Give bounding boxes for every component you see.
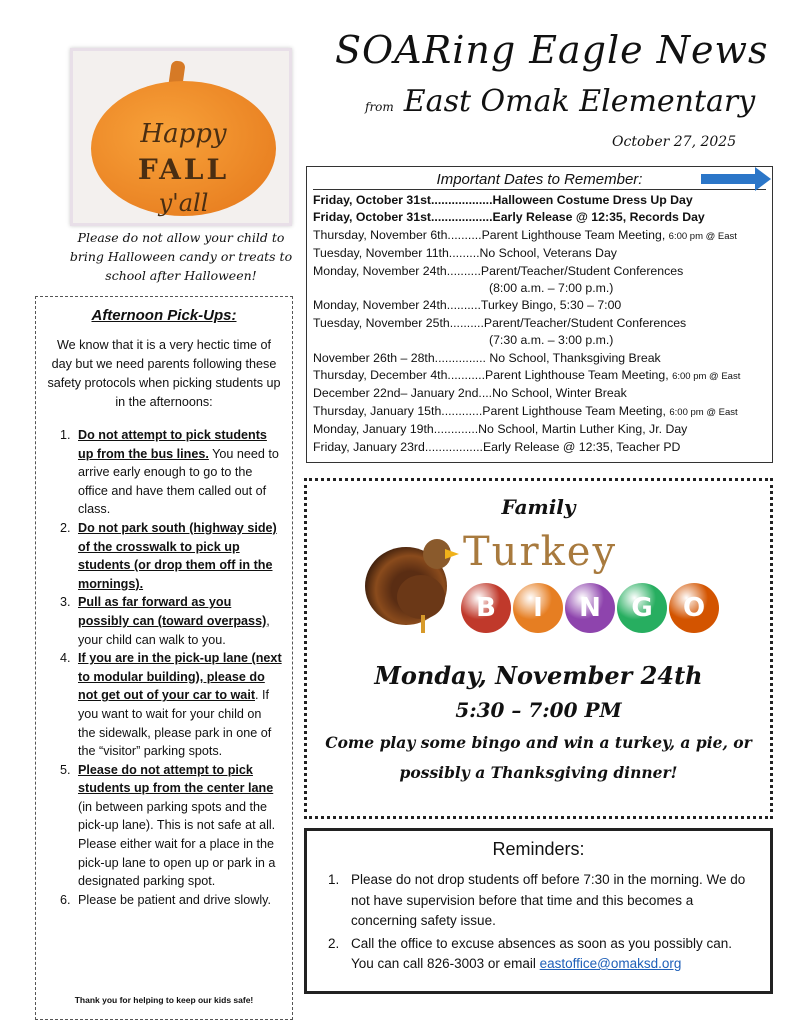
afternoon-pickups-box xyxy=(35,296,293,1020)
pickup-rule: 3. Pull as far forward as you possibly can (toward overpass), your child can walk to you. xyxy=(74,593,282,649)
bingo-ball-b: B xyxy=(461,583,511,633)
pickup-rule: 1. Do not attempt to pick students up from the bus lines. You need to arrive early enough to go to the office and have them called out of class. xyxy=(74,426,282,519)
reminders-heading: Reminders: xyxy=(492,839,585,859)
bingo-ball-o: O xyxy=(669,583,719,633)
bingo-date: Monday, November 24th xyxy=(374,661,703,690)
pumpkin-text-line1: Happy xyxy=(140,119,227,149)
pickup-rule: 4. If you are in the pick-up lane (next to modular building), please do not get out of your car to wait. If you want to wait for your child on the sidewalk, please park in one of the “visitor” parking spots. xyxy=(74,649,282,761)
halloween-note: Please do not allow your child to bring Halloween candy or treats to school after Halloween! xyxy=(69,230,293,283)
pickup-heading: Afternoon Pick-Ups: xyxy=(91,307,237,324)
date-row: (8:00 a.m. – 7:00 p.m.) xyxy=(489,281,614,296)
date-row: Tuesday, November 25th..........Parent/Teacher/Student Conferences xyxy=(313,315,687,330)
reminder-item: 1. Please do not drop students off before 7:30 in the morning. We do not have supervision before that time and this becomes a concerning safety issue. xyxy=(343,870,756,932)
date-row: Monday, November 24th..........Parent/Teacher/Student Conferences xyxy=(313,263,684,278)
pickup-rule: 2. Do not park south (highway side) of the crosswalk to pick up students (or drop them off in the mornings). xyxy=(74,519,282,593)
pickup-thanks: Thank you for helping to keep our kids safe! xyxy=(74,995,254,1005)
date-row: Friday, October 31st..................Halloween Costume Dress Up Day xyxy=(313,193,693,207)
date-row: December 22nd– January 2nd....No School, Winter Break xyxy=(313,386,627,401)
pickup-rule: 6. Please be patient and drive slowly. xyxy=(74,891,282,910)
newsletter-title: SOARing Eagle News xyxy=(335,28,769,72)
important-dates-heading: Important Dates to Remember: xyxy=(313,171,766,190)
turkey-icon xyxy=(365,539,463,629)
turkey-bingo-image xyxy=(313,529,764,647)
pumpkin-icon xyxy=(91,81,276,216)
turkey-bingo-flyer xyxy=(304,478,773,819)
bingo-time: 5:30 – 7:00 PM xyxy=(455,698,622,722)
pickup-rule: 5. Please do not attempt to pick students up from the center lane (in between parking spots and the pick-up lane). This is not safe at all. Please either wait for a place in the pick-up lane to open up or park in a designated parking spot. xyxy=(74,761,282,891)
date-row: Thursday, November 6th..........Parent Lighthouse Team Meeting, 6:00 pm @ East xyxy=(313,227,737,242)
pickup-rules-list xyxy=(74,426,282,909)
date-row: Tuesday, November 11th.........No School, Veterans Day xyxy=(313,246,617,261)
pumpkin-text-line2: FALL xyxy=(137,153,230,186)
date-row: Monday, January 19th.............No School, Martin Luther King, Jr. Day xyxy=(313,422,688,437)
from-label: from xyxy=(365,100,394,114)
reminders-box xyxy=(304,828,773,994)
school-subtitle xyxy=(365,84,755,119)
school-name: East Omak Elementary xyxy=(403,84,756,119)
date-row: Monday, November 24th..........Turkey Bingo, 5:30 – 7:00 xyxy=(313,298,622,313)
bingo-ball-g: G xyxy=(617,583,667,633)
date-row: Friday, January 23rd.................Early Release @ 12:35, Teacher PD xyxy=(313,439,681,454)
date-row: Thursday, January 15th............Parent Lighthouse Team Meeting, 6:00 pm @ East xyxy=(313,403,738,418)
pickup-intro: We know that it is a very hectic time of day but we need parents following these safety protocols when picking students up in the afternoons: xyxy=(47,338,281,409)
bingo-family-label: Family xyxy=(501,495,576,519)
date-row: Friday, October 31st..................Early Release @ 12:35, Records Day xyxy=(313,210,705,225)
bingo-ball-i: I xyxy=(513,583,563,633)
date-row: Thursday, December 4th...........Parent Lighthouse Team Meeting, 6:00 pm @ East xyxy=(313,368,741,383)
date-row: November 26th – 28th............... No School, Thanksgiving Break xyxy=(313,350,661,365)
reminders-list xyxy=(343,870,756,975)
issue-date: October 27, 2025 xyxy=(612,134,737,150)
date-row: (7:30 a.m. – 3:00 p.m.) xyxy=(489,333,614,348)
pumpkin-text-line3: y'all xyxy=(158,189,209,217)
bingo-ball-n: N xyxy=(565,583,615,633)
turkey-word: Turkey xyxy=(463,529,618,575)
office-email-link[interactable]: eastoffice@omaksd.org xyxy=(539,956,682,971)
happy-fall-image xyxy=(70,48,292,226)
important-dates-box xyxy=(306,166,773,463)
reminder-item: 2. Call the office to excuse absences as soon as you possibly can. You can call 826-3003 or email eastoffice@omaksd.org xyxy=(343,934,756,975)
bingo-invitation: Come play some bingo and win a turkey, a pie, or possibly a Thanksgiving dinner! xyxy=(325,733,752,782)
